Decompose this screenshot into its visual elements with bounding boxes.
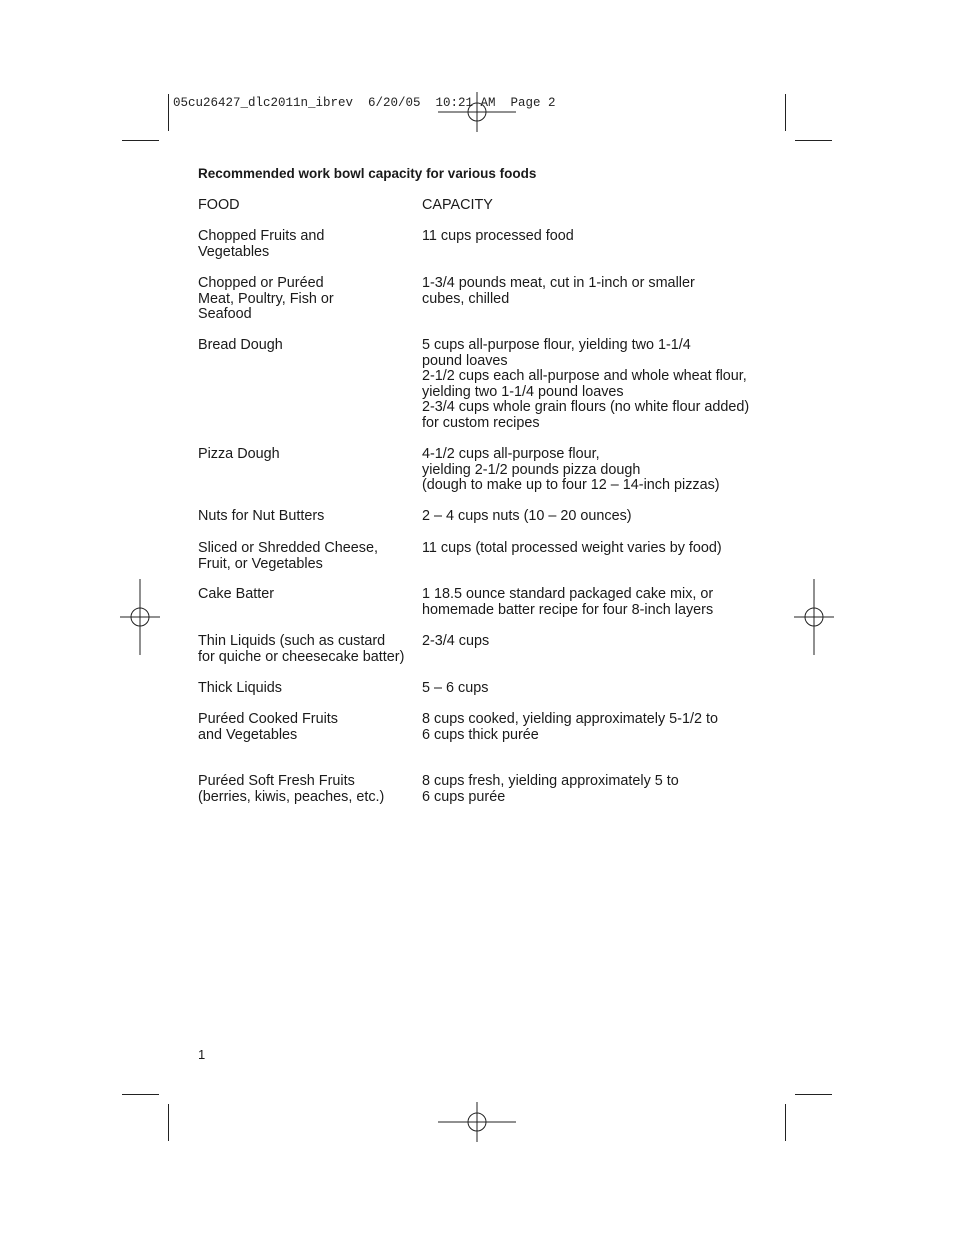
food-line: Thin Liquids (such as custard	[198, 633, 386, 649]
capacity-column-header: CAPACITY	[422, 197, 493, 213]
capacity-line: 5 cups all-purpose flour, yielding two 1-1/4	[422, 337, 691, 353]
food-line: and Vegetables	[198, 726, 298, 743]
food-cell	[198, 276, 416, 323]
capacity-line: 1-3/4 pounds meat, cut in 1-inch or smaller	[422, 275, 695, 291]
capacity-line: 8 cups cooked, yielding approximately 5-1/2 to	[422, 711, 718, 727]
capacity-line: 2-3/4 cups	[422, 633, 490, 649]
capacity-line: for custom recipes	[422, 414, 540, 431]
food-line: Chopped or Puréed	[198, 275, 324, 291]
printer-slug-line: 05cu26427_dlc2011n_ibrev 6/20/05 10:21 AM Page 2	[173, 96, 556, 110]
capacity-line: 2 – 4 cups nuts (10 – 20 ounces)	[422, 508, 632, 524]
food-cell	[198, 681, 416, 697]
food-line: Thick Liquids	[198, 680, 282, 696]
food-cell	[198, 447, 416, 463]
capacity-line: yielding two 1-1/4 pound loaves	[422, 383, 624, 400]
capacity-cell	[422, 681, 762, 697]
food-cell	[198, 509, 416, 525]
capacity-cell	[422, 276, 762, 307]
crop-mark-top-right-horizontal	[795, 140, 832, 141]
capacity-cell	[422, 774, 762, 805]
food-line: Puréed Soft Fresh Fruits	[198, 773, 355, 789]
capacity-line: 1 18.5 ounce standard packaged cake mix, or	[422, 586, 714, 602]
capacity-cell	[422, 587, 762, 618]
food-line: Vegetables	[198, 243, 270, 260]
registration-mark-left-icon	[120, 579, 160, 655]
food-line: Cake Batter	[198, 586, 274, 602]
capacity-cell	[422, 509, 762, 525]
page-title: Recommended work bowl capacity for various foods	[198, 166, 537, 181]
registration-mark-top-icon	[438, 92, 516, 132]
food-line: for quiche or cheesecake batter)	[198, 648, 405, 665]
crop-mark-bottom-right-horizontal	[795, 1094, 832, 1095]
capacity-cell	[422, 447, 762, 494]
food-line: (berries, kiwis, peaches, etc.)	[198, 788, 385, 805]
crop-mark-top-left-vertical	[168, 94, 169, 131]
capacity-line: cubes, chilled	[422, 290, 510, 307]
capacity-line: 8 cups fresh, yielding approximately 5 to	[422, 773, 679, 789]
food-cell	[198, 338, 416, 354]
page-number: 1	[198, 1047, 206, 1062]
capacity-line: pound loaves	[422, 352, 508, 369]
capacity-line: 6 cups purée	[422, 788, 506, 805]
food-cell	[198, 712, 416, 743]
capacity-line: 11 cups (total processed weight varies by food)	[422, 540, 722, 556]
food-cell	[198, 229, 416, 260]
registration-mark-bottom-icon	[438, 1102, 516, 1142]
crop-mark-top-right-vertical	[785, 94, 786, 131]
food-line: Seafood	[198, 306, 252, 323]
capacity-line: 2-3/4 cups whole grain flours (no white flour added)	[422, 399, 750, 416]
capacity-cell	[422, 712, 762, 743]
capacity-line: 4-1/2 cups all-purpose flour,	[422, 446, 600, 462]
capacity-line: (dough to make up to four 12 – 14-inch pizzas)	[422, 477, 720, 494]
food-line: Bread Dough	[198, 337, 283, 353]
crop-mark-bottom-right-vertical	[785, 1104, 786, 1141]
food-cell	[198, 634, 416, 665]
capacity-line: 2-1/2 cups each all-purpose and whole wheat flour,	[422, 368, 747, 385]
crop-mark-top-left-horizontal	[122, 140, 159, 141]
crop-mark-bottom-left-horizontal	[122, 1094, 159, 1095]
capacity-cell	[422, 634, 762, 650]
food-column-header: FOOD	[198, 197, 240, 213]
capacity-line: homemade batter recipe for four 8-inch layers	[422, 601, 714, 618]
capacity-line: 5 – 6 cups	[422, 680, 489, 696]
food-cell	[198, 587, 416, 603]
food-line: Fruit, or Vegetables	[198, 555, 323, 572]
crop-mark-bottom-left-vertical	[168, 1104, 169, 1141]
capacity-line: yielding 2-1/2 pounds pizza dough	[422, 461, 641, 478]
food-line: Meat, Poultry, Fish or	[198, 290, 334, 307]
capacity-cell	[422, 541, 762, 557]
food-line: Puréed Cooked Fruits	[198, 711, 338, 727]
registration-mark-right-icon	[794, 579, 834, 655]
capacity-line: 11 cups processed food	[422, 228, 574, 244]
food-line: Nuts for Nut Butters	[198, 508, 325, 524]
food-cell	[198, 774, 416, 805]
food-line: Chopped Fruits and	[198, 228, 325, 244]
capacity-cell	[422, 338, 762, 432]
capacity-cell	[422, 229, 762, 245]
capacity-line: 6 cups thick purée	[422, 726, 539, 743]
food-cell	[198, 541, 416, 572]
food-line: Sliced or Shredded Cheese,	[198, 540, 378, 556]
food-line: Pizza Dough	[198, 446, 280, 462]
